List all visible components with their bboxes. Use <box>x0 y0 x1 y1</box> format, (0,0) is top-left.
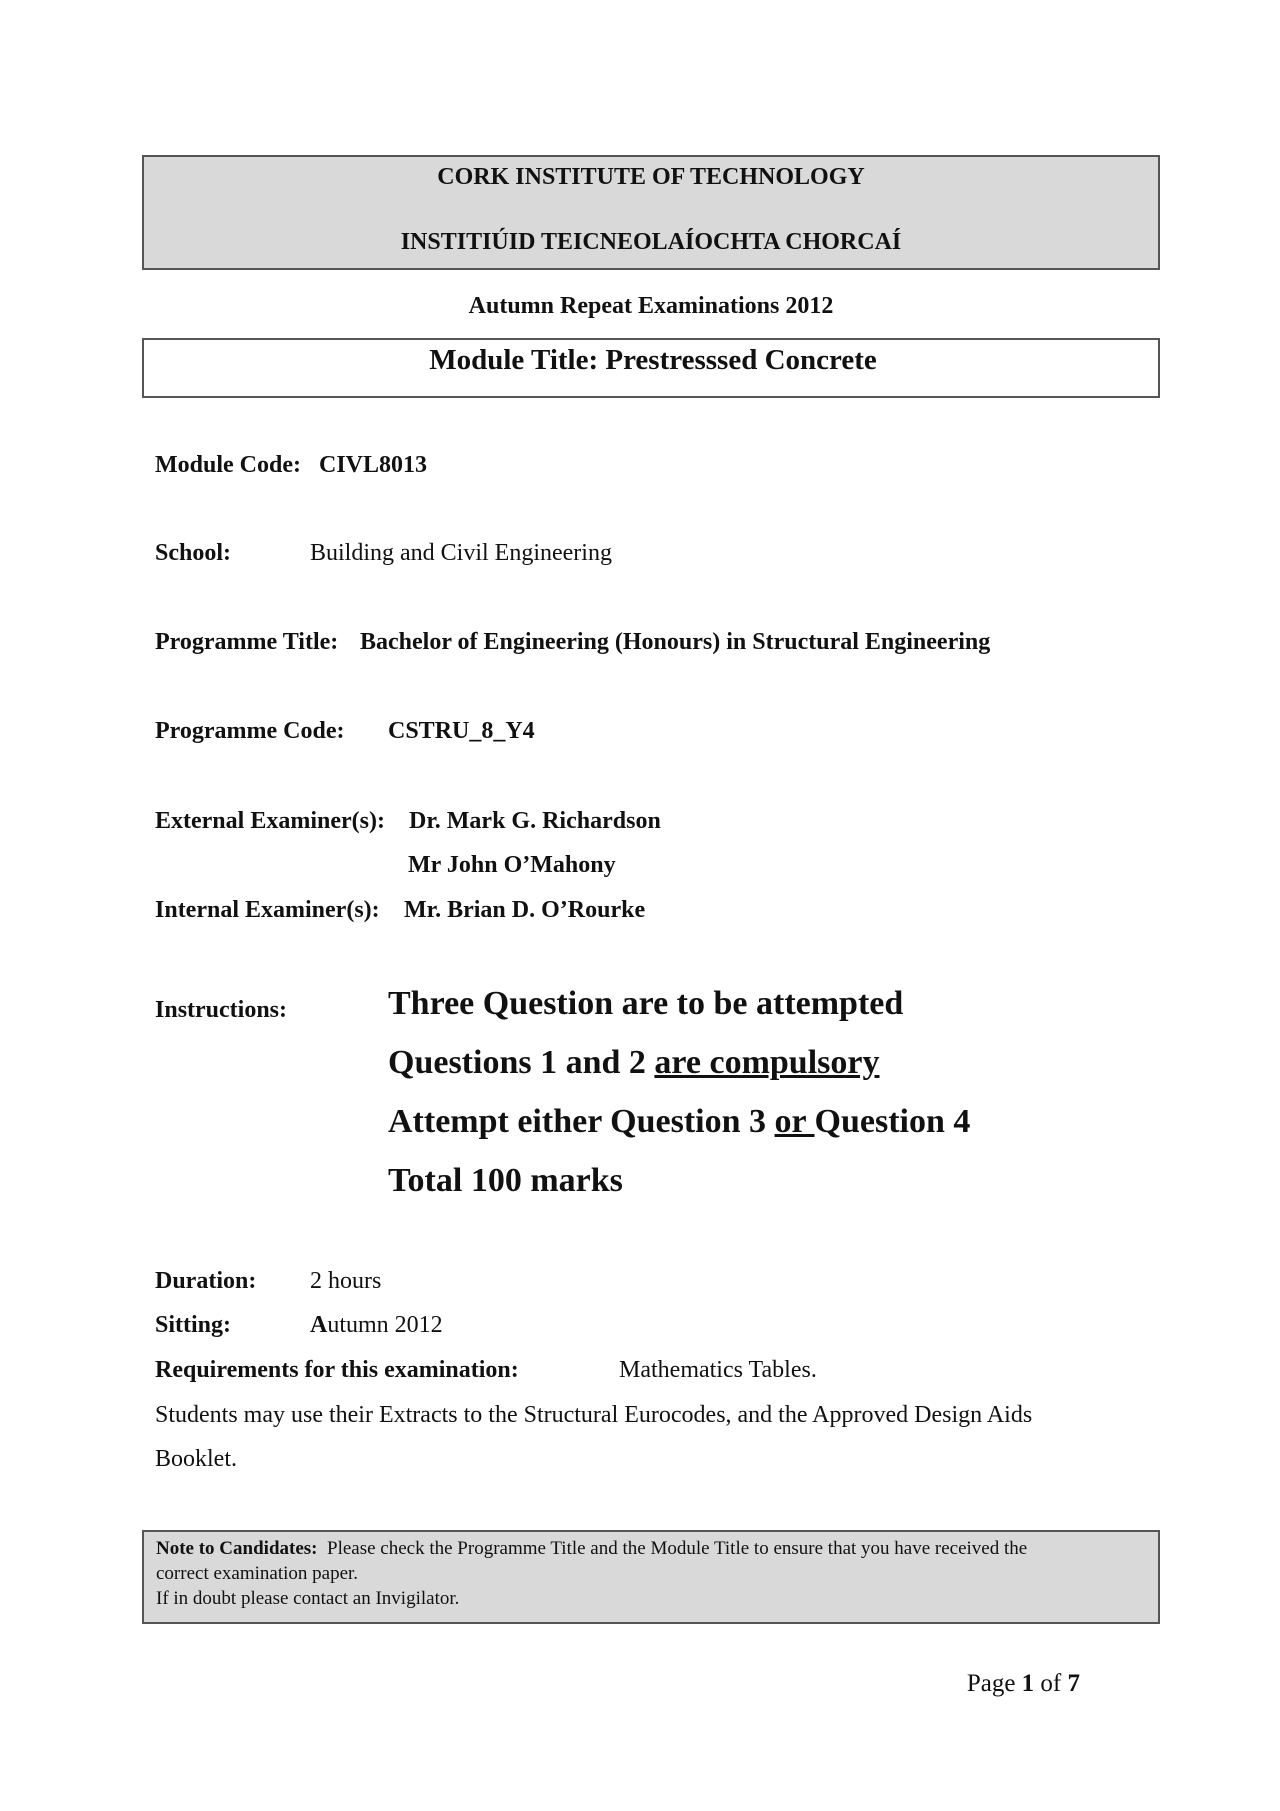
instruction-line-attempt-three: Three Question are to be attempted <box>388 985 904 1022</box>
of-word: of <box>1040 1670 1062 1697</box>
instruction-text: Attempt either Question 3 <box>388 1103 775 1140</box>
sitting-label: Sitting: <box>155 1312 232 1338</box>
school-value: Building and Civil Engineering <box>310 540 612 566</box>
external-examiner-name: Mr John O’Mahony <box>408 852 616 878</box>
internal-examiners-label: Internal Examiner(s): <box>155 897 380 923</box>
duration-label: Duration: <box>155 1268 257 1294</box>
sitting-value <box>310 1312 443 1339</box>
exam-session: Autumn Repeat Examinations 2012 <box>468 293 834 319</box>
instruction-line-compulsory <box>388 1044 879 1082</box>
page-number <box>900 1670 1080 1698</box>
note-line: correct examination paper. <box>156 1563 359 1584</box>
module-code-label: Module Code: <box>155 452 301 478</box>
module-title: Module Title: Prestresssed Concrete <box>429 344 877 376</box>
institute-name-english: CORK INSTITUTE OF TECHNOLOGY <box>437 164 865 190</box>
requirements-label: Requirements for this examination: <box>155 1357 519 1383</box>
page-current: 1 <box>1021 1670 1035 1697</box>
instruction-line-total-marks: Total 100 marks <box>388 1162 623 1199</box>
instruction-emphasis: or <box>774 1103 815 1140</box>
institute-name-irish: INSTITIÚID TEICNEOLAÍOCHTA CHORCAÍ <box>400 229 902 255</box>
note-line <box>156 1536 1146 1561</box>
instruction-text: Questions 1 and 2 <box>388 1044 655 1081</box>
sitting-value-rest: utumn 2012 <box>327 1312 443 1338</box>
instruction-emphasis: are compulsory <box>654 1044 880 1081</box>
duration-value: 2 hours <box>310 1268 382 1294</box>
instructions-label: Instructions: <box>155 997 288 1023</box>
programme-code-value: CSTRU_8_Y4 <box>388 718 535 744</box>
instruction-text: Question 4 <box>814 1103 971 1140</box>
programme-title-label: Programme Title: <box>155 629 339 655</box>
instruction-line-either <box>388 1103 970 1141</box>
internal-examiner-name: Mr. Brian D. O’Rourke <box>404 897 646 923</box>
note-label: Note to Candidates: <box>156 1538 318 1559</box>
note-text: Please check the Programme Title and the Module Title to ensure that you have received the <box>327 1538 1028 1559</box>
requirements-value: Mathematics Tables. <box>619 1357 817 1383</box>
school-label: School: <box>155 540 232 566</box>
page-word: Page <box>966 1670 1016 1697</box>
requirements-note-line: Students may use their Extracts to the Structural Eurocodes, and the Approved Design Aids <box>155 1402 1033 1428</box>
page-total: 7 <box>1067 1670 1080 1697</box>
external-examiners-label: External Examiner(s): <box>155 808 385 834</box>
note-to-candidates-box <box>142 1530 1160 1624</box>
external-examiner-name: Dr. Mark G. Richardson <box>409 808 661 834</box>
institute-header-box <box>142 155 1160 270</box>
module-title-box <box>142 338 1160 398</box>
note-line: If in doubt please contact an Invigilator. <box>156 1588 460 1609</box>
module-code-value: CIVL8013 <box>319 452 428 478</box>
programme-title-value: Bachelor of Engineering (Honours) in Structural Engineering <box>360 629 991 655</box>
programme-code-label: Programme Code: <box>155 718 345 744</box>
sitting-value-initial: A <box>310 1312 328 1338</box>
requirements-note-line: Booklet. <box>155 1446 237 1472</box>
